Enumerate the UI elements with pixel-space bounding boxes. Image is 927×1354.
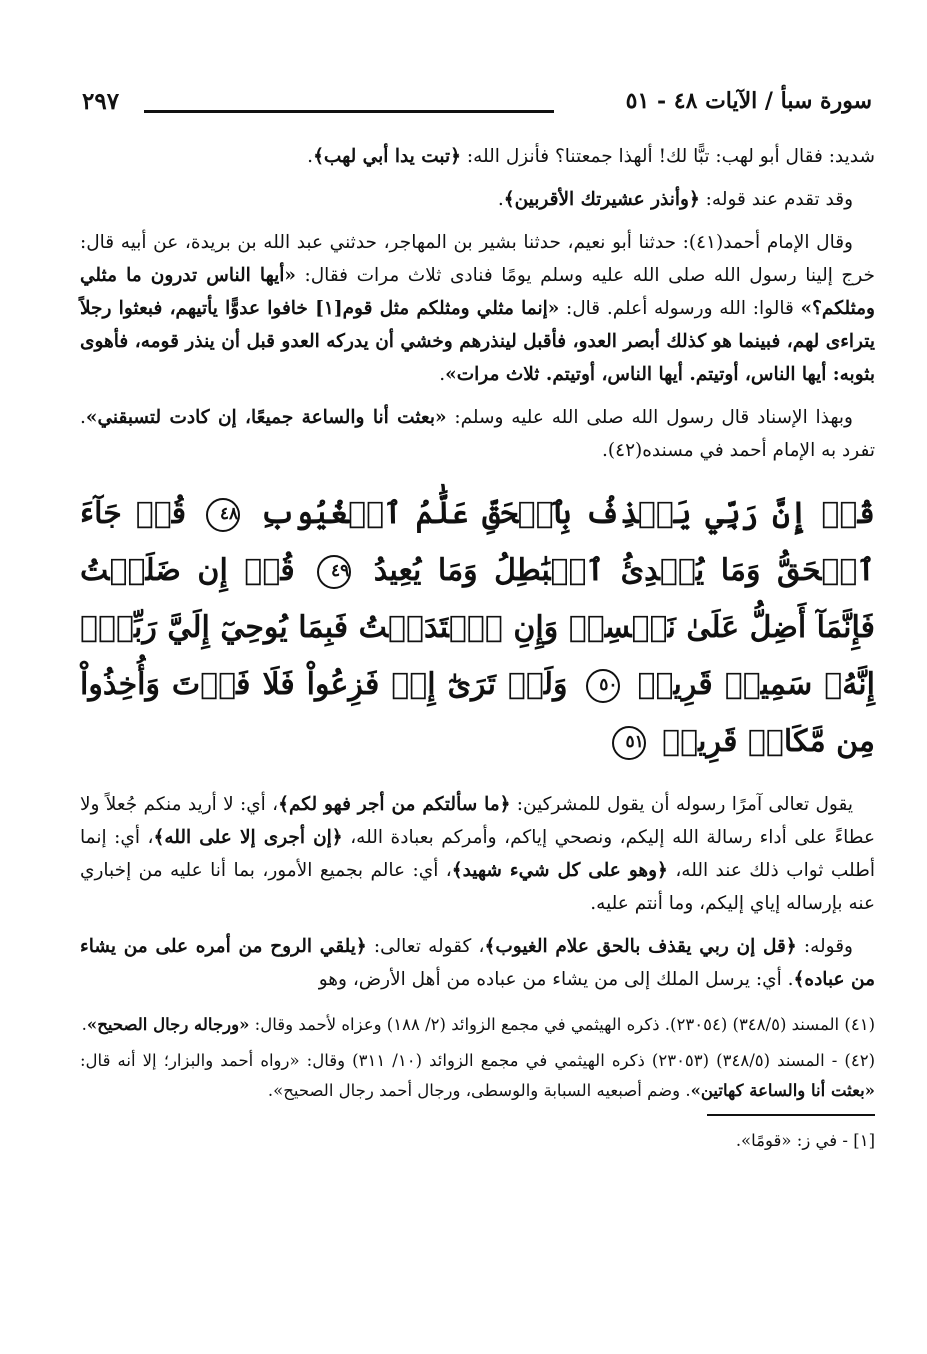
text-span: . [81,1015,87,1034]
quran-verses [80,485,875,770]
paragraph-1 [80,140,875,173]
text-span: ، أي: عالم بجميع الأمور، بما أنا عليه من إخباري عنه بإرساله إياي إليكم، وما أنتم عليه. [80,860,875,914]
paragraph-4 [80,401,875,467]
paragraph-2 [80,183,875,216]
text-span: ، أي: إنما أطلب ثواب ذلك عند الله، [80,827,875,881]
text-span: (٤١) المسند (٣٤٨/٥) (٢٣٠٥٤). ذكره الهيثمي في مجمع الزوائد (٢/ ١٨٨) وعزاه لأحمد وقال: [249,1015,875,1034]
quote-span: ﴿قل إن ربي يقذف بالحق علام الغيوب﴾ [484,936,797,957]
ayah-number-marker: ٤٨ [206,498,240,532]
text-span: . أي: يرسل الملك إلى من يشاء من عباده من أهل الأرض، وهو [318,969,794,990]
text-span: (٤٢) - المسند (٣٤٨/٥) (٢٣٠٥٣) ذكره الهيثمي في مجمع الزوائد (١٠/ ٣١١) وقال: «رواه أحمد والبزار؛ إلا أنه قال: [80,1051,876,1070]
text-span: قالوا: الله ورسوله أعلم. قال: [559,298,801,319]
quote-span: «أيها الناس تدرون ما مثلي ومثلكم؟» [80,265,875,319]
footnotes [80,1010,875,1162]
quote-span: ﴿يلقي الروح من أمره على من يشاء من عباده﴾ [80,936,875,990]
ayah-48: قُلۡ إِنَّ رَبِّي يَقۡذِفُ بِٱلۡحَقِّ عَلَّٰمُ ٱلۡغُيُوبِ [260,496,875,531]
quote-span: ﴿وأنذر عشيرتك الأقربين﴾ [503,189,700,210]
text-span: . [439,364,446,385]
tafsir-paragraph-1 [80,788,875,920]
footnote-rule [707,1114,875,1116]
quote-span: ﴿ما سألتكم من أجر فهو لكم﴾ [278,794,511,815]
quote-span: «ورجاله رجال الصحيح» [86,1015,250,1034]
running-title: سورة سبأ / الآيات ٤٨ - ٥١ [625,88,872,114]
quote-span: «بعثت أنا والساعة كهاتين» [690,1081,875,1100]
text-span: شديد: فقال أبو لهب: تبًّا لك! ألهذا جمعتنا؟ فأنزل الله: [461,146,875,167]
text-span: . [497,189,504,210]
page-header [82,88,872,124]
ayah-number-marker: ٥١ [612,726,646,760]
page-number: ٢٩٧ [82,88,120,115]
text-span: وقال الإمام أحمد(٤١): حدثنا أبو نعيم، حدثنا بشير بن المهاجر، حدثني عبد الله بن بريدة، عن أبيه قال: خرج إلينا رسول الله صلى الله عليه وسلم يومًا فنادى ثلاث مرات فقال: [80,232,875,286]
text-span: يقول تعالى آمرًا رسوله أن يقول للمشركين: [510,794,853,815]
footnote-42 [80,1046,875,1106]
quote-span: ﴿وهو على كل شيء شهيد﴾ [451,860,668,881]
text-span: ، أي: لا أريد منكم جُعلاً ولا عطاءً على أداء رسالة الله إليكم، ونصحي إياكم، وأمركم بعبادة الله، [80,794,875,848]
text-span: وقد تقدم عند قوله: [699,189,853,210]
text-span: وبهذا الإسناد قال رسول الله صلى الله عليه وسلم: [446,407,853,428]
header-rule [144,110,554,113]
ayah-number-marker: ٥٠ [586,669,620,703]
variant-note: [١] - في ز: «قومًا». [735,1131,875,1150]
quote-span: ﴿إن أجرى إلا على الله﴾ [153,827,343,848]
quote-span: «بعثت أنا والساعة جميعًا، إن كادت لتسبقني» [85,407,447,428]
quote-span: ﴿تبت يدا أبي لهب﴾ [313,146,461,167]
text-span: . تفرد به الإمام أحمد في مسنده(٤٢). [80,407,875,461]
text-span: . وضم أصبعيه السبابة والوسطى، ورجال أحمد رجال الصحيح». [267,1081,691,1100]
body-text [80,140,875,1006]
tafsir-paragraph-2 [80,930,875,996]
ayah-49: قُلۡ جَآءَ ٱلۡحَقُّ وَمَا يُبۡدِئُ ٱلۡبَٰطِلُ وَمَا يُعِيدُ [80,496,875,588]
text-span: ، كقوله تعالى: [366,936,485,957]
ayah-number-marker: ٤٩ [317,555,351,589]
footnote-41 [80,1010,875,1040]
ayah-50: قُلۡ إِن ضَلَلۡتُ فَإِنَّمَآ أَضِلُّ عَلَىٰ نَفۡسِيۖ وَإِنِ ٱهۡتَدَيۡتُ فَبِمَا يُوحِيٓ إِلَيَّ رَبِّيٓۚ إِنَّهُۥ سَمِيعٞ قَرِيبٞ [80,553,875,702]
text-span: وقوله: [796,936,853,957]
paragraph-3 [80,226,875,391]
quote-span: «إنما مثلي ومثلكم مثل قوم[١] خافوا عدوًّا يأتيهم، فبعثوا رجلاً يتراءى لهم، فبينما هو كذلك أبصر العدو، فأقبل لينذرهم وخشي أن يدركه العدو قبل أن ينذر قومه، فأهوى بثوبه: أيها الناس، أوتيتم. أيها الناس، أوتيتم. ثلاث مرات» [80,298,875,385]
text-span: . [307,146,314,167]
ayah-51: وَلَوۡ تَرَىٰٓ إِذۡ فَزِعُواْ فَلَا فَوۡتَ وَأُخِذُواْ مِن مَّكَانٖ قَرِيبٖ [80,667,875,759]
